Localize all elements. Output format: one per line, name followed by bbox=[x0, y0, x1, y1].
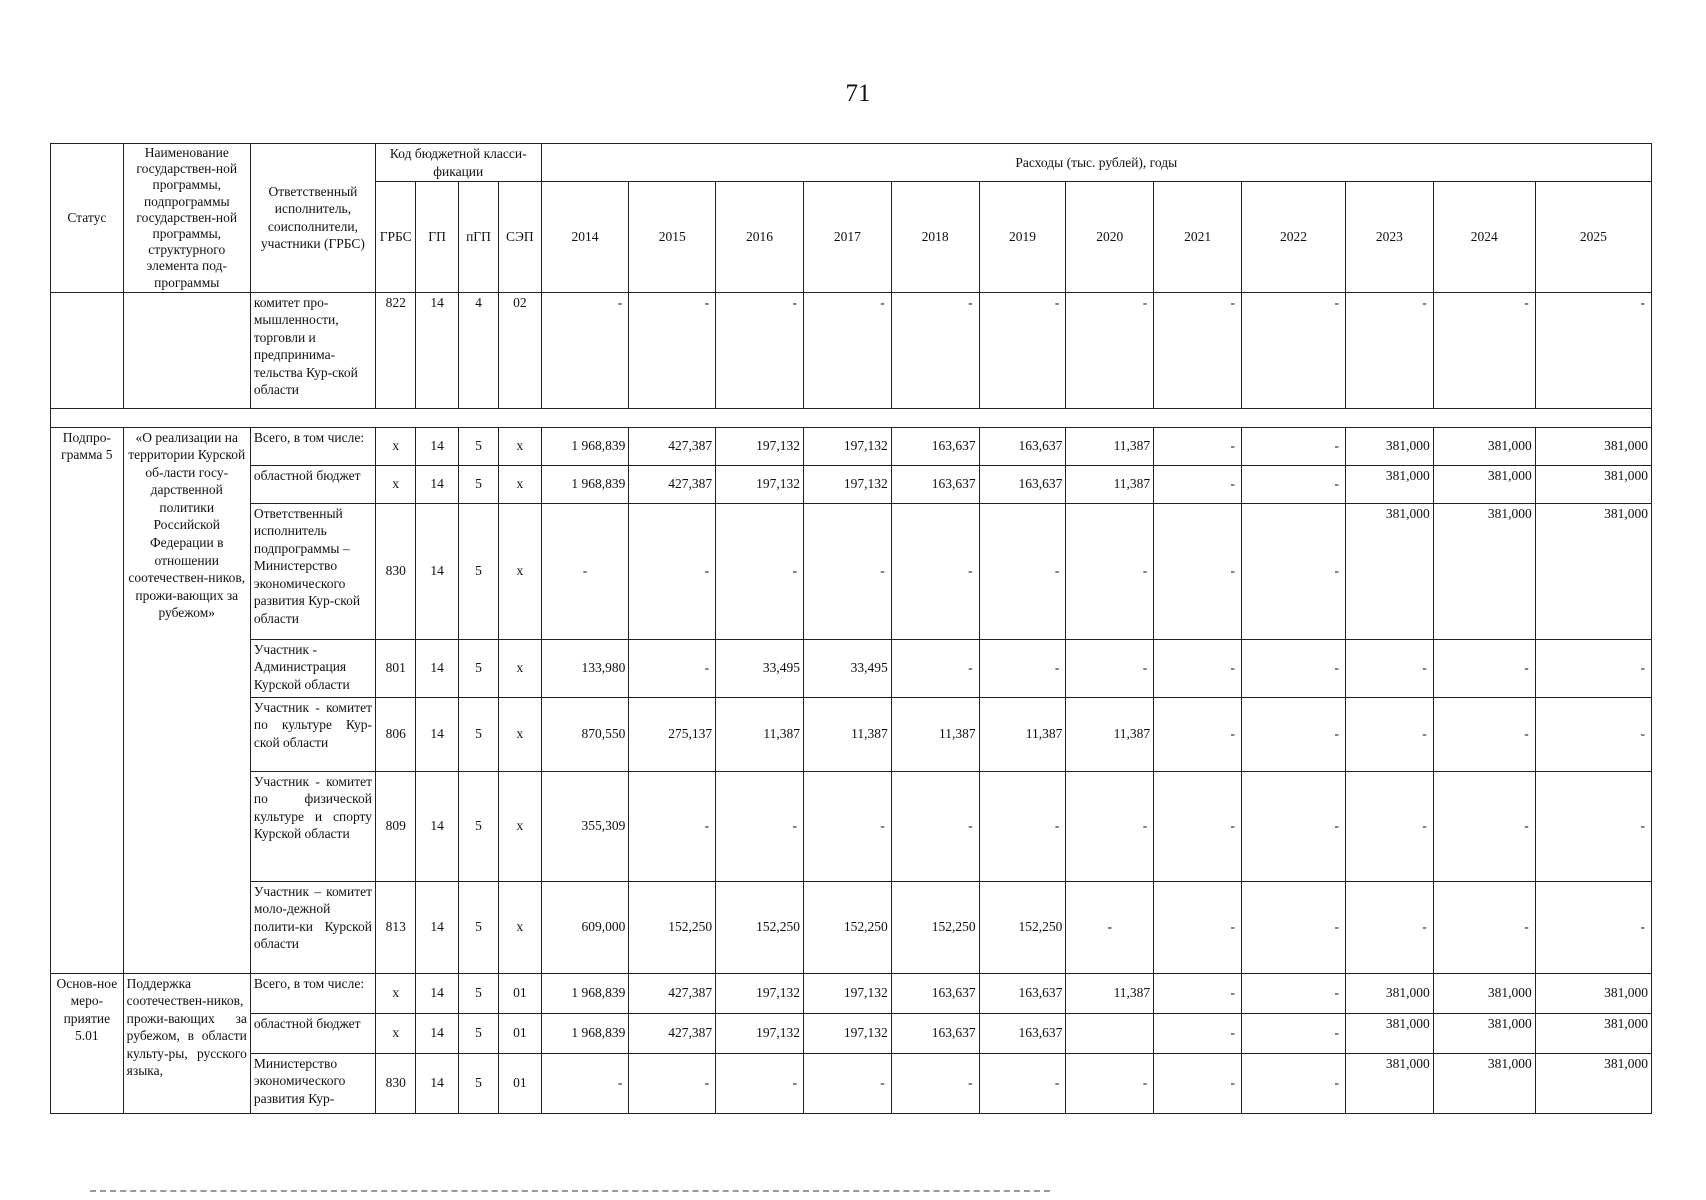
value-cell: - bbox=[1154, 639, 1242, 697]
value-cell: - bbox=[1535, 639, 1651, 697]
value-cell: 1 968,839 bbox=[541, 427, 629, 465]
code-cell: 806 bbox=[376, 697, 416, 771]
header-year: 2022 bbox=[1242, 182, 1346, 292]
code-cell: 830 bbox=[376, 1053, 416, 1113]
value-cell: 870,550 bbox=[541, 697, 629, 771]
value-cell: 381,000 bbox=[1433, 427, 1535, 465]
value-cell: - bbox=[1535, 697, 1651, 771]
value-cell: - bbox=[1433, 639, 1535, 697]
value-cell bbox=[1066, 1013, 1154, 1053]
value-cell: 197,132 bbox=[803, 427, 891, 465]
table-row bbox=[51, 881, 1652, 973]
value-cell: - bbox=[1066, 1053, 1154, 1113]
header-name: Наименование государствен-ной программы, подпрограммы государствен-ной программы, структурного элемента под-программы bbox=[123, 144, 250, 293]
value-cell: - bbox=[1242, 465, 1346, 503]
value-cell: - bbox=[1345, 771, 1433, 881]
executor-cell: Всего, в том числе: bbox=[250, 973, 375, 1013]
table-row bbox=[51, 771, 1652, 881]
header-code: СЭП bbox=[499, 182, 541, 292]
name-cell bbox=[123, 292, 250, 408]
header-code: ГРБС bbox=[376, 182, 416, 292]
value-cell: 381,000 bbox=[1345, 427, 1433, 465]
code-cell: х bbox=[499, 697, 541, 771]
value-cell: - bbox=[1154, 503, 1242, 639]
value-cell: 381,000 bbox=[1535, 503, 1651, 639]
code-cell: х bbox=[499, 427, 541, 465]
value-cell: 381,000 bbox=[1345, 973, 1433, 1013]
table-row bbox=[51, 639, 1652, 697]
code-cell: х bbox=[499, 639, 541, 697]
value-cell: - bbox=[1242, 697, 1346, 771]
value-cell: 381,000 bbox=[1535, 1053, 1651, 1113]
value-cell: - bbox=[1242, 292, 1346, 408]
code-cell: х bbox=[499, 465, 541, 503]
status-cell: Основ-ное меро-приятие 5.01 bbox=[51, 973, 124, 1113]
value-cell: - bbox=[1535, 881, 1651, 973]
value-cell: - bbox=[1433, 881, 1535, 973]
value-cell: 11,387 bbox=[979, 697, 1066, 771]
value-cell: 33,495 bbox=[803, 639, 891, 697]
executor-cell: Участник - Администрация Курской области bbox=[250, 639, 375, 697]
value-cell: 197,132 bbox=[716, 465, 804, 503]
value-cell: - bbox=[629, 771, 716, 881]
value-cell: 381,000 bbox=[1433, 465, 1535, 503]
value-cell: - bbox=[629, 639, 716, 697]
code-cell: 14 bbox=[416, 292, 458, 408]
value-cell: 197,132 bbox=[716, 1013, 804, 1053]
header-code-group: Код бюджетной класси-фикации bbox=[376, 144, 542, 182]
value-cell: 133,980 bbox=[541, 639, 629, 697]
name-cell: Поддержка соотечествен-ников, прожи-вающих за рубежом, в области культу-ры, русского языка, bbox=[123, 973, 250, 1113]
value-cell: 11,387 bbox=[803, 697, 891, 771]
value-cell: - bbox=[979, 639, 1066, 697]
value-cell: - bbox=[1242, 427, 1346, 465]
code-cell: 5 bbox=[458, 771, 498, 881]
value-cell: 152,250 bbox=[629, 881, 716, 973]
code-cell: х bbox=[376, 973, 416, 1013]
value-cell: 381,000 bbox=[1433, 1013, 1535, 1053]
value-cell: 152,250 bbox=[803, 881, 891, 973]
value-cell: - bbox=[1154, 292, 1242, 408]
value-cell: - bbox=[891, 292, 979, 408]
value-cell: - bbox=[891, 639, 979, 697]
code-cell: 813 bbox=[376, 881, 416, 973]
value-cell: 163,637 bbox=[891, 973, 979, 1013]
header-executor: Ответственный исполнитель, соисполнители, участники (ГРБС) bbox=[250, 144, 375, 293]
code-cell: 5 bbox=[458, 503, 498, 639]
value-cell: - bbox=[1154, 1053, 1242, 1113]
value-cell: 11,387 bbox=[716, 697, 804, 771]
value-cell: 152,250 bbox=[979, 881, 1066, 973]
value-cell: 11,387 bbox=[1066, 697, 1154, 771]
table-row bbox=[51, 427, 1652, 465]
value-cell: - bbox=[716, 503, 804, 639]
value-cell: - bbox=[1154, 973, 1242, 1013]
value-cell: 163,637 bbox=[979, 1013, 1066, 1053]
table-row bbox=[51, 697, 1652, 771]
value-cell: 163,637 bbox=[891, 1013, 979, 1053]
code-cell: 14 bbox=[416, 881, 458, 973]
value-cell: - bbox=[1345, 881, 1433, 973]
value-cell: - bbox=[541, 503, 629, 639]
header-year: 2021 bbox=[1154, 182, 1242, 292]
value-cell: - bbox=[629, 292, 716, 408]
value-cell: 197,132 bbox=[803, 973, 891, 1013]
value-cell: - bbox=[1242, 1053, 1346, 1113]
header-code: пГП bbox=[458, 182, 498, 292]
value-cell: - bbox=[803, 1053, 891, 1113]
value-cell: - bbox=[1242, 1013, 1346, 1053]
budget-table bbox=[50, 143, 1652, 1114]
value-cell: - bbox=[803, 503, 891, 639]
value-cell: 381,000 bbox=[1345, 503, 1433, 639]
value-cell: 197,132 bbox=[716, 427, 804, 465]
value-cell: - bbox=[1345, 697, 1433, 771]
code-cell: 801 bbox=[376, 639, 416, 697]
executor-cell: областной бюджет bbox=[250, 1013, 375, 1053]
value-cell: - bbox=[891, 771, 979, 881]
page-number: 71 bbox=[845, 80, 871, 107]
header-year: 2016 bbox=[716, 182, 804, 292]
value-cell: 33,495 bbox=[716, 639, 804, 697]
value-cell: - bbox=[1154, 427, 1242, 465]
code-cell: 822 bbox=[376, 292, 416, 408]
table-row bbox=[51, 503, 1652, 639]
value-cell: 163,637 bbox=[891, 465, 979, 503]
value-cell: 381,000 bbox=[1345, 1013, 1433, 1053]
value-cell: 609,000 bbox=[541, 881, 629, 973]
value-cell: - bbox=[1242, 881, 1346, 973]
value-cell: 11,387 bbox=[1066, 973, 1154, 1013]
code-cell: 5 bbox=[458, 973, 498, 1013]
code-cell: 809 bbox=[376, 771, 416, 881]
code-cell: 5 bbox=[458, 1013, 498, 1053]
code-cell: 4 bbox=[458, 292, 498, 408]
code-cell: 5 bbox=[458, 1053, 498, 1113]
code-cell: 14 bbox=[416, 1013, 458, 1053]
executor-cell: Министерство экономического развития Кур- bbox=[250, 1053, 375, 1113]
value-cell: - bbox=[1066, 503, 1154, 639]
value-cell: - bbox=[979, 292, 1066, 408]
header-year: 2019 bbox=[979, 182, 1066, 292]
value-cell: - bbox=[1535, 771, 1651, 881]
value-cell: 197,132 bbox=[716, 973, 804, 1013]
status-cell: Подпро-грамма 5 bbox=[51, 427, 124, 973]
header-year: 2023 bbox=[1345, 182, 1433, 292]
spacer-row bbox=[51, 408, 1652, 427]
header-code: ГП bbox=[416, 182, 458, 292]
value-cell: 355,309 bbox=[541, 771, 629, 881]
value-cell: - bbox=[1154, 771, 1242, 881]
code-cell: х bbox=[376, 1013, 416, 1053]
value-cell: 427,387 bbox=[629, 465, 716, 503]
value-cell: - bbox=[891, 1053, 979, 1113]
scan-artifact-line bbox=[90, 1190, 1050, 1194]
value-cell: - bbox=[1154, 697, 1242, 771]
executor-cell: Ответственный исполнитель подпрограммы – Министерство экономического развития Кур-ской области bbox=[250, 503, 375, 639]
code-cell: 01 bbox=[499, 1013, 541, 1053]
code-cell: 01 bbox=[499, 1053, 541, 1113]
value-cell: - bbox=[1345, 639, 1433, 697]
header-year: 2015 bbox=[629, 182, 716, 292]
value-cell: 381,000 bbox=[1535, 465, 1651, 503]
executor-cell: Участник – комитет моло-дежной полити-ки Курской области bbox=[250, 881, 375, 973]
value-cell: 381,000 bbox=[1535, 427, 1651, 465]
value-cell: - bbox=[803, 771, 891, 881]
value-cell: 427,387 bbox=[629, 427, 716, 465]
value-cell: - bbox=[716, 292, 804, 408]
code-cell: 5 bbox=[458, 639, 498, 697]
value-cell: - bbox=[1066, 292, 1154, 408]
code-cell: 14 bbox=[416, 771, 458, 881]
value-cell: - bbox=[629, 503, 716, 639]
code-cell: 14 bbox=[416, 1053, 458, 1113]
header-year: 2014 bbox=[541, 182, 629, 292]
value-cell: - bbox=[629, 1053, 716, 1113]
spacer-cell bbox=[51, 408, 1652, 427]
executor-cell: комитет про-мышленности, торговли и предпринима-тельства Кур-ской области bbox=[250, 292, 375, 408]
value-cell: - bbox=[1242, 771, 1346, 881]
executor-cell: Всего, в том числе: bbox=[250, 427, 375, 465]
value-cell: - bbox=[1242, 503, 1346, 639]
table-row bbox=[51, 1013, 1652, 1053]
value-cell: 427,387 bbox=[629, 1013, 716, 1053]
value-cell: - bbox=[1535, 292, 1651, 408]
code-cell: 14 bbox=[416, 973, 458, 1013]
table-row bbox=[51, 292, 1652, 408]
value-cell: 152,250 bbox=[716, 881, 804, 973]
value-cell: - bbox=[541, 1053, 629, 1113]
value-cell: 163,637 bbox=[979, 973, 1066, 1013]
value-cell: - bbox=[1433, 292, 1535, 408]
header-year: 2018 bbox=[891, 182, 979, 292]
value-cell: 381,000 bbox=[1535, 1013, 1651, 1053]
header-expenses-group: Расходы (тыс. рублей), годы bbox=[541, 144, 1651, 182]
value-cell: - bbox=[1066, 771, 1154, 881]
code-cell: 5 bbox=[458, 427, 498, 465]
code-cell: 02 bbox=[499, 292, 541, 408]
value-cell: - bbox=[716, 1053, 804, 1113]
value-cell: - bbox=[979, 1053, 1066, 1113]
table-row bbox=[51, 1053, 1652, 1113]
code-cell: 14 bbox=[416, 465, 458, 503]
value-cell: 381,000 bbox=[1535, 973, 1651, 1013]
table-row bbox=[51, 465, 1652, 503]
value-cell: - bbox=[891, 503, 979, 639]
executor-cell: Участник - комитет по культуре Кур-ской области bbox=[250, 697, 375, 771]
code-cell: 14 bbox=[416, 639, 458, 697]
value-cell: 1 968,839 bbox=[541, 465, 629, 503]
value-cell: - bbox=[1154, 465, 1242, 503]
value-cell: - bbox=[1242, 973, 1346, 1013]
code-cell: 14 bbox=[416, 503, 458, 639]
status-cell bbox=[51, 292, 124, 408]
code-cell: 5 bbox=[458, 881, 498, 973]
value-cell: 11,387 bbox=[1066, 427, 1154, 465]
code-cell: х bbox=[376, 427, 416, 465]
value-cell: - bbox=[1433, 771, 1535, 881]
value-cell: 381,000 bbox=[1433, 503, 1535, 639]
code-cell: х bbox=[499, 881, 541, 973]
value-cell: 275,137 bbox=[629, 697, 716, 771]
executor-cell: областной бюджет bbox=[250, 465, 375, 503]
value-cell: - bbox=[716, 771, 804, 881]
value-cell: 163,637 bbox=[891, 427, 979, 465]
value-cell: 152,250 bbox=[891, 881, 979, 973]
value-cell: - bbox=[541, 292, 629, 408]
value-cell: - bbox=[1242, 639, 1346, 697]
value-cell: 163,637 bbox=[979, 427, 1066, 465]
value-cell: 427,387 bbox=[629, 973, 716, 1013]
code-cell: 14 bbox=[416, 697, 458, 771]
code-cell: 14 bbox=[416, 427, 458, 465]
code-cell: х bbox=[376, 465, 416, 503]
value-cell: - bbox=[803, 292, 891, 408]
value-cell: - bbox=[1154, 881, 1242, 973]
value-cell: - bbox=[1154, 1013, 1242, 1053]
code-cell: 5 bbox=[458, 697, 498, 771]
value-cell: 381,000 bbox=[1433, 973, 1535, 1013]
code-cell: 5 bbox=[458, 465, 498, 503]
header-year: 2020 bbox=[1066, 182, 1154, 292]
value-cell: 197,132 bbox=[803, 1013, 891, 1053]
value-cell: 381,000 bbox=[1345, 465, 1433, 503]
value-cell: - bbox=[979, 771, 1066, 881]
value-cell: 11,387 bbox=[891, 697, 979, 771]
executor-cell: Участник - комитет по физической культуре и спорту Курской области bbox=[250, 771, 375, 881]
value-cell: 1 968,839 bbox=[541, 1013, 629, 1053]
value-cell: 381,000 bbox=[1433, 1053, 1535, 1113]
table-row bbox=[51, 973, 1652, 1013]
value-cell: - bbox=[1345, 292, 1433, 408]
code-cell: х bbox=[499, 771, 541, 881]
value-cell: 11,387 bbox=[1066, 465, 1154, 503]
value-cell: - bbox=[1066, 639, 1154, 697]
header-year: 2017 bbox=[803, 182, 891, 292]
header-year: 2025 bbox=[1535, 182, 1651, 292]
header-status: Статус bbox=[51, 144, 124, 293]
name-cell: «О реализации на территории Курской об-ласти госу-дарственной политики Российской Федерации в отношении соотечествен-ников, прожи-вающих за рубежом» bbox=[123, 427, 250, 973]
code-cell: 830 bbox=[376, 503, 416, 639]
code-cell: 01 bbox=[499, 973, 541, 1013]
value-cell: 381,000 bbox=[1345, 1053, 1433, 1113]
value-cell: 1 968,839 bbox=[541, 973, 629, 1013]
value-cell: - bbox=[1433, 697, 1535, 771]
code-cell: х bbox=[499, 503, 541, 639]
value-cell: - bbox=[979, 503, 1066, 639]
value-cell: 197,132 bbox=[803, 465, 891, 503]
value-cell: 163,637 bbox=[979, 465, 1066, 503]
header-year: 2024 bbox=[1433, 182, 1535, 292]
value-cell: - bbox=[1066, 881, 1154, 973]
